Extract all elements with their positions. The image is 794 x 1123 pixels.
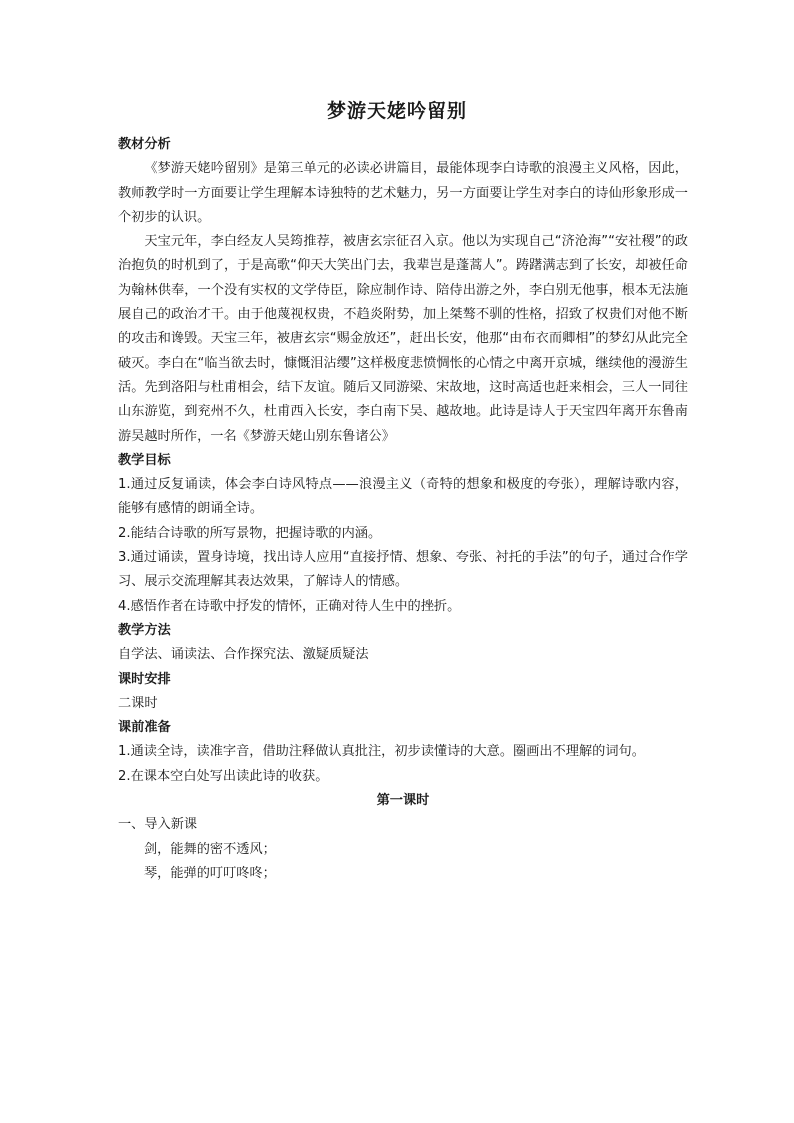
prep-item: 1.通读全诗，读准字音，借助注释做认真批注，初步读懂诗的大意。圈画出不理解的词句。 [118,744,645,760]
schedule-text: 二课时 [118,695,158,711]
prep-item: 2.在课本空白处写出读此诗的收获。 [118,768,329,784]
lesson-part-heading: 一、导入新课 [118,817,198,833]
lesson-heading: 第一课时 [376,793,430,809]
schedule-heading: 课时安排 [118,671,171,687]
document-body [118,133,688,886]
goals-heading: 教学目标 [118,452,171,468]
goal-item: 4.感悟作者在诗歌中抒发的情怀，正确对待人生中的挫折。 [118,598,461,614]
methods-heading: 教学方法 [118,622,171,638]
methods-text: 自学法、诵读法、合作探究法、激疑质疑法 [118,647,369,663]
intro-line: 琴，能弹的叮叮咚咚； [144,865,276,881]
analysis-heading: 教材分析 [118,137,171,152]
goal-item: 1.通过反复诵读，体会李白诗风特点——浪漫主义（奇特的想象和极度的夸张），理解诗歌内容，能够有感情的朗诵全诗。 [118,477,688,517]
goal-item: 2.能结合诗歌的所写景物，把握诗歌的内涵。 [118,525,382,541]
intro-line: 剑，能舞的密不透风； [144,841,276,857]
goal-item: 3.通过诵读，置身诗境，找出诗人应用“直接抒情、想象、夸张、衬托的手法”的句子，通过合作学习、展示交流理解其表达效果，了解诗人的情感。 [118,550,688,590]
analysis-paragraph-2: 天宝元年，李白经友人吴筠推荐，被唐玄宗征召入京。他以为实现自己“济沧海”“安社稷”的政治抱负的时机到了，于是高歌“仰天大笑出门去，我辈岂是蓬蒿人”。踌躇满志到了长安，却被任命为翰林供奉，一个没有实权的文学侍臣，除应制作诗、陪侍出游之外，李白别无他事，根本无法施展自己的政治才干。由于他蔑视权贵，不趋炎附势，加上桀骜不驯的性格，招致了权贵们对他不断的攻击和谗毁。天宝三年，被唐玄宗“赐金放还”，赶出长安，他那“由布衣而卿相”的梦幻从此完全破灭。李白在“临当欲去时，慷慨泪沾缨”这样极度悲愤惆怅的心情之中离开京城，继续他的漫游生活。先到洛阳与杜甫相会，结下友谊。随后又同游梁、宋故地，这时高适也赶来相会，三人一同往山东游览，到兖州不久，杜甫西入长安，李白南下吴、越故地。此诗是诗人于天宝四年离开东鲁南游吴越时所作，一名《梦游天姥山别东鲁诸公》 [118,234,688,444]
analysis-paragraph-1: 《梦游天姥吟留别》是第三单元的必读必讲篇目，最能体现李白诗歌的浪漫主义风格，因此，教师教学时一方面要让学生理解本诗独特的艺术魅力，另一方面要让学生对李白的诗仙形象形成一个初步的认识。 [118,161,688,225]
prep-heading: 课前准备 [118,720,171,736]
document-title: 梦游天姥吟留别 [326,100,467,122]
